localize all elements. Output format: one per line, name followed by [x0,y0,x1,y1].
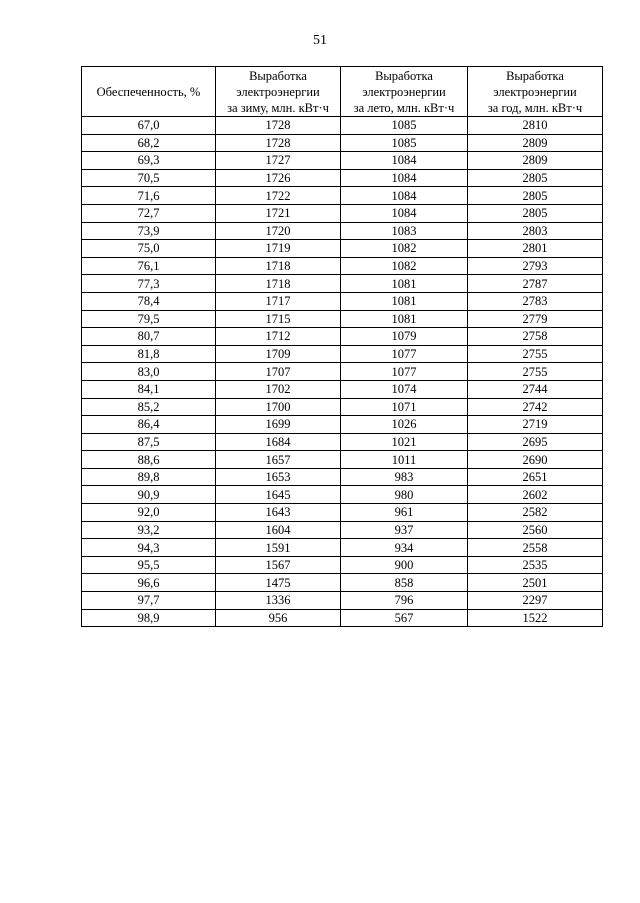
cell-availability: 73,9 [82,222,216,240]
cell-annual: 2602 [468,486,603,504]
cell-annual: 2809 [468,134,603,152]
table-row [82,310,603,328]
cell-annual: 2793 [468,257,603,275]
cell-availability: 68,2 [82,134,216,152]
cell-availability: 78,4 [82,292,216,310]
cell-annual: 2805 [468,204,603,222]
cell-summer: 961 [341,504,468,522]
cell-winter: 1712 [216,328,341,346]
cell-availability: 88,6 [82,451,216,469]
cell-availability: 84,1 [82,380,216,398]
cell-availability: 81,8 [82,345,216,363]
cell-winter: 1604 [216,521,341,539]
cell-summer: 1077 [341,363,468,381]
cell-availability: 97,7 [82,592,216,610]
cell-winter: 1719 [216,240,341,258]
cell-winter: 1567 [216,556,341,574]
cell-annual: 2742 [468,398,603,416]
table-row [82,275,603,293]
cell-winter: 1591 [216,539,341,557]
cell-annual: 2803 [468,222,603,240]
cell-availability: 75,0 [82,240,216,258]
cell-annual: 2758 [468,328,603,346]
table-row [82,187,603,205]
cell-winter: 1717 [216,292,341,310]
cell-summer: 1082 [341,257,468,275]
cell-annual: 2787 [468,275,603,293]
table-row [82,609,603,627]
cell-winter: 1718 [216,257,341,275]
table-row [82,169,603,187]
table-row [82,363,603,381]
table-row [82,592,603,610]
cell-annual: 2809 [468,152,603,170]
cell-summer: 1081 [341,310,468,328]
table-row [82,380,603,398]
cell-winter: 1722 [216,187,341,205]
cell-winter: 1728 [216,117,341,135]
cell-availability: 67,0 [82,117,216,135]
page-number: 51 [313,33,327,48]
header-summer-generation: Выработка электроэнергии за лето, млн. кВт·ч [341,67,468,117]
cell-annual: 2297 [468,592,603,610]
cell-summer: 796 [341,592,468,610]
cell-annual: 2535 [468,556,603,574]
cell-availability: 86,4 [82,416,216,434]
cell-summer: 1011 [341,451,468,469]
cell-annual: 2801 [468,240,603,258]
cell-annual: 2582 [468,504,603,522]
cell-summer: 1079 [341,328,468,346]
cell-annual: 2651 [468,468,603,486]
cell-annual: 2805 [468,187,603,205]
cell-availability: 89,8 [82,468,216,486]
table-row [82,152,603,170]
table-row [82,556,603,574]
cell-winter: 1684 [216,433,341,451]
cell-winter: 1726 [216,169,341,187]
cell-availability: 96,6 [82,574,216,592]
cell-winter: 956 [216,609,341,627]
table-row [82,117,603,135]
cell-summer: 1084 [341,169,468,187]
cell-winter: 1707 [216,363,341,381]
cell-winter: 1709 [216,345,341,363]
cell-summer: 1081 [341,292,468,310]
cell-summer: 1071 [341,398,468,416]
cell-winter: 1718 [216,275,341,293]
cell-winter: 1721 [216,204,341,222]
table-row [82,204,603,222]
cell-annual: 2501 [468,574,603,592]
data-table [81,66,603,627]
cell-annual: 2783 [468,292,603,310]
cell-summer: 934 [341,539,468,557]
cell-summer: 1085 [341,134,468,152]
cell-winter: 1643 [216,504,341,522]
table-body [82,117,603,627]
cell-availability: 95,5 [82,556,216,574]
cell-availability: 77,3 [82,275,216,293]
cell-summer: 980 [341,486,468,504]
cell-availability: 71,6 [82,187,216,205]
cell-summer: 1074 [341,380,468,398]
table-row [82,416,603,434]
cell-availability: 87,5 [82,433,216,451]
table-row [82,240,603,258]
cell-annual: 2779 [468,310,603,328]
cell-availability: 70,5 [82,169,216,187]
table-row [82,134,603,152]
table-row [82,433,603,451]
cell-annual: 2560 [468,521,603,539]
cell-annual: 2719 [468,416,603,434]
cell-summer: 1021 [341,433,468,451]
cell-summer: 1084 [341,152,468,170]
cell-annual: 2755 [468,345,603,363]
cell-summer: 1082 [341,240,468,258]
cell-summer: 937 [341,521,468,539]
cell-summer: 1083 [341,222,468,240]
cell-annual: 1522 [468,609,603,627]
cell-winter: 1336 [216,592,341,610]
cell-annual: 2810 [468,117,603,135]
cell-winter: 1715 [216,310,341,328]
table-row [82,521,603,539]
table-row [82,345,603,363]
table-header-row [82,67,603,117]
cell-summer: 1084 [341,187,468,205]
header-availability: Обеспеченность, % [82,67,216,117]
cell-winter: 1475 [216,574,341,592]
cell-availability: 85,2 [82,398,216,416]
table-row [82,504,603,522]
header-annual-generation: Выработка электроэнергии за год, млн. кВт·ч [468,67,603,117]
cell-annual: 2805 [468,169,603,187]
table-row [82,328,603,346]
cell-availability: 76,1 [82,257,216,275]
cell-summer: 567 [341,609,468,627]
cell-annual: 2695 [468,433,603,451]
table-row [82,468,603,486]
cell-winter: 1657 [216,451,341,469]
cell-winter: 1700 [216,398,341,416]
cell-availability: 72,7 [82,204,216,222]
table-row [82,292,603,310]
cell-annual: 2744 [468,380,603,398]
header-winter-generation: Выработка электроэнергии за зиму, млн. кВт·ч [216,67,341,117]
cell-summer: 1077 [341,345,468,363]
cell-winter: 1699 [216,416,341,434]
table-row [82,574,603,592]
cell-availability: 83,0 [82,363,216,381]
cell-availability: 69,3 [82,152,216,170]
cell-annual: 2690 [468,451,603,469]
table-row [82,398,603,416]
cell-annual: 2558 [468,539,603,557]
cell-winter: 1727 [216,152,341,170]
cell-summer: 1026 [341,416,468,434]
cell-winter: 1702 [216,380,341,398]
table-row [82,257,603,275]
cell-summer: 1084 [341,204,468,222]
cell-winter: 1728 [216,134,341,152]
table-row [82,539,603,557]
cell-availability: 80,7 [82,328,216,346]
cell-availability: 92,0 [82,504,216,522]
cell-winter: 1653 [216,468,341,486]
table-row [82,222,603,240]
cell-annual: 2755 [468,363,603,381]
table-row [82,486,603,504]
cell-winter: 1645 [216,486,341,504]
cell-availability: 90,9 [82,486,216,504]
cell-summer: 983 [341,468,468,486]
cell-availability: 79,5 [82,310,216,328]
cell-availability: 93,2 [82,521,216,539]
cell-availability: 94,3 [82,539,216,557]
cell-availability: 98,9 [82,609,216,627]
cell-summer: 900 [341,556,468,574]
cell-summer: 1081 [341,275,468,293]
cell-summer: 858 [341,574,468,592]
table-row [82,451,603,469]
cell-winter: 1720 [216,222,341,240]
cell-summer: 1085 [341,117,468,135]
